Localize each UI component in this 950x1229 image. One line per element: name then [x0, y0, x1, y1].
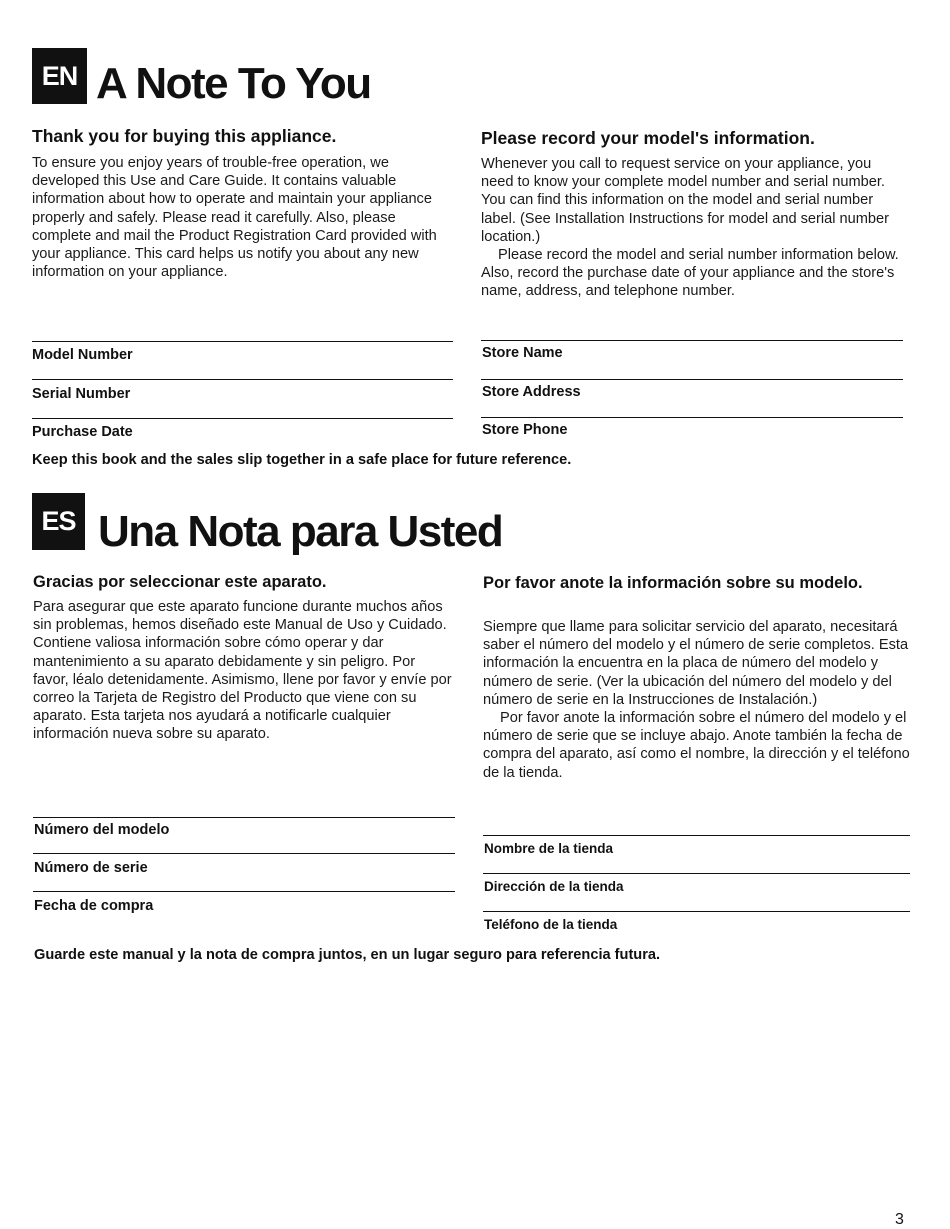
- en-page-title: A Note To You: [96, 59, 371, 108]
- es-left-heading: Gracias por seleccionar este aparato.: [33, 573, 327, 591]
- en-store-name-label: Store Name: [482, 345, 563, 361]
- es-store-address-label: Dirección de la tienda: [484, 879, 624, 894]
- es-purchase-date-label: Fecha de compra: [34, 898, 154, 914]
- en-purchase-date-line: [32, 418, 453, 419]
- es-right-heading: Por favor anote la información sobre su modelo.: [483, 574, 863, 592]
- es-right-paragraph-2: Por favor anote la información sobre el número del modelo y el número de serie que se incluye abajo. Anote también la fecha de compra del aparato, así como el nombre, la dirección y el teléfono de la tienda.: [483, 710, 910, 781]
- es-page-title: Una Nota para Usted: [98, 507, 503, 556]
- es-store-address-line: [483, 873, 910, 874]
- es-left-paragraph-1: Para asegurar que este aparato funcione durante muchos años sin problemas, hemos diseñado este Manual de Uso y Cuidado. Contiene valiosa información sobre cómo operar y dar mantenimiento a su aparato debidamente y sin peligro. Por favor, léalo detenidamente. Asimismo, llene por favor y envíe por correo la Tarjeta de Registro del Producto que viene con su aparato. Esta tarjeta nos ayudará a notificarle cualquier información nueva sobre su aparato.: [33, 599, 452, 743]
- en-left-body: [32, 154, 452, 281]
- en-left-heading: Thank you for buying this appliance.: [32, 126, 337, 146]
- en-right-paragraph-1: Whenever you call to request service on your appliance, you need to know your complete model number and serial number. You can find this information on the model and serial number label. (See Installation Instructions for model and serial number location.): [481, 156, 890, 245]
- en-right-body: [481, 155, 906, 301]
- en-left-paragraph-1: To ensure you enjoy years of trouble-free operation, we developed this Use and Care Guide. It contains valuable information about how to operate and maintain your appliance properly and safely. Please read it carefully. Also, please complete and mail the Product Registration Card provided with your appliance. This card helps us notify you about any new information on your appliance.: [32, 155, 437, 281]
- es-left-body: [33, 598, 453, 744]
- en-purchase-date-label: Purchase Date: [32, 424, 133, 440]
- en-serial-number-line: [32, 379, 453, 380]
- en-model-number-label: Model Number: [32, 347, 133, 363]
- es-right-paragraph-1: Siempre que llame para solicitar servicio del aparato, necesitará saber el número del modelo y el número de serie completos. Esta información la encuentra en la placa de número del modelo y número de serie. (Ver la ubicación del número del modelo y del número de serie en la Instrucciones de Instalación.): [483, 619, 909, 708]
- es-keep-manual-note: Guarde este manual y la nota de compra juntos, en un lugar seguro para referencia futura.: [34, 947, 661, 963]
- es-store-name-label: Nombre de la tienda: [484, 841, 614, 856]
- en-store-name-line: [481, 340, 903, 341]
- page-number: 3: [895, 1211, 904, 1228]
- en-language-badge: EN: [32, 48, 87, 104]
- en-right-heading: Please record your model's information.: [481, 128, 815, 148]
- en-store-phone-label: Store Phone: [482, 422, 568, 438]
- es-serial-number-label: Número de serie: [34, 860, 148, 876]
- es-serial-number-line: [33, 853, 455, 854]
- es-model-number-label: Número del modelo: [34, 822, 170, 838]
- es-store-name-line: [483, 835, 910, 836]
- es-purchase-date-line: [33, 891, 455, 892]
- es-right-body: [483, 618, 911, 782]
- en-store-address-line: [481, 379, 903, 380]
- es-store-phone-label: Teléfono de la tienda: [484, 917, 618, 932]
- es-language-badge: ES: [32, 493, 85, 550]
- en-model-number-line: [32, 341, 453, 342]
- en-right-paragraph-2: Please record the model and serial number information below. Also, record the purchase date of your appliance and the store's name, address, and telephone number.: [481, 247, 899, 300]
- en-store-address-label: Store Address: [482, 384, 581, 400]
- en-store-phone-line: [481, 417, 903, 418]
- es-model-number-line: [33, 817, 455, 818]
- es-store-phone-line: [483, 911, 910, 912]
- en-serial-number-label: Serial Number: [32, 386, 131, 402]
- en-keep-book-note: Keep this book and the sales slip together in a safe place for future reference.: [32, 452, 572, 468]
